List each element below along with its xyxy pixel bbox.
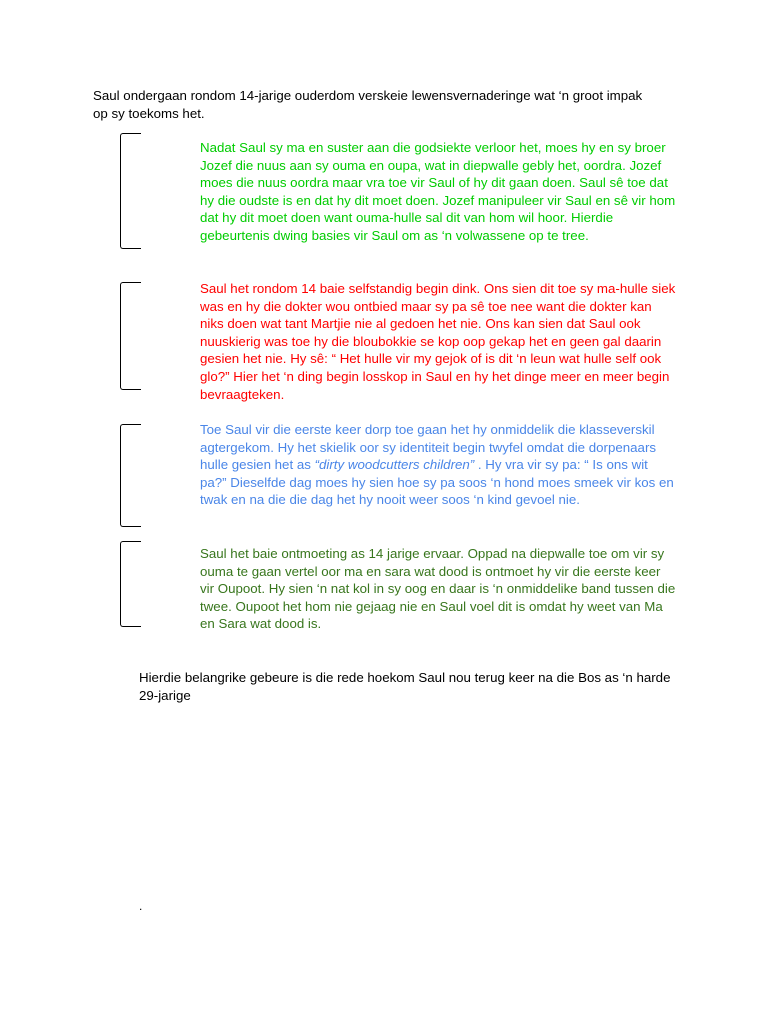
event-paragraph-3-text-after: . Hy vra vir sy pa: “ Is ons wit pa?” Dieselfde dag moes hy sien hoe sy pa soos ‘n hond moes smeek vir kos en twak en na die die dag het hy nooit weer soos ‘n kind gevoel nie. [200, 457, 674, 508]
intro-paragraph: Saul ondergaan rondom 14-jarige ouderdom verskeie lewensvernaderinge wat ‘n groot impak op sy toekoms het. [93, 88, 643, 121]
conclusion-paragraph: Hierdie belangrike gebeure is die rede hoekom Saul nou terug keer na die Bos as ‘n harde 29-jarige [139, 670, 671, 703]
bracket-1 [120, 133, 141, 249]
event-paragraph-3-quote: “dirty woodcutters children” [314, 457, 475, 473]
event-paragraph-3 [200, 421, 678, 509]
bracket-2 [120, 282, 141, 390]
event-paragraph-2: Saul het rondom 14 baie selfstandig begin dink. Ons sien dit toe sy ma-hulle siek was en hy die dokter wou ontbied maar sy pa sê toe nee want die dokter kan niks doen wat tant Martjie nie al gedoen het nie. Ons kan sien dat Saul ook nuuskierig was toe hy die bloubokkie se kop oop gekap het en geen gal daarin gesien het nie. Hy sê: “ Het hulle vir my gejok of is dit ‘n leun wat hulle self ook glo?” Hier het ‘n ding begin losskop in Saul en hy het dinge meer en meer begin bevraagteken. [200, 281, 676, 402]
event-paragraph-4: Saul het baie ontmoeting as 14 jarige ervaar. Oppad na diepwalle toe om vir sy ouma te gaan vertel oor ma en sara wat dood is ontmoet hy vir die eerste keer vir Oupoot. Hy sien ‘n nat kol in sy oog en daar is ‘n onmiddelike band tussen die twee. Oupoot het hom nie gejaag nie en Saul voel dit is omdat hy weet van Ma en Sara wat dood is. [200, 546, 676, 632]
event-paragraph-1: Nadat Saul sy ma en suster aan die godsiekte verloor het, moes hy en sy broer Jozef die nuus aan sy ouma en oupa, wat in diepwalle gebly het, oordra. Jozef moes die nuus oordra maar vra toe vir Saul of hy dit gaan doen. Saul sê toe dat hy die oudste is en dat hy dit moet doen. Jozef manipuleer vir Saul en sê vir hom dat hy dit moet doen want ouma-hulle sal dit van hom wil hoor. Hierdie gebeurtenis dwing basies vir Saul om as ‘n volwassene op te tree. [200, 140, 676, 243]
bracket-3 [120, 424, 141, 527]
event-paragraph-3-text-before: Toe Saul vir die eerste keer dorp toe gaan het hy onmiddelik die klasseverskil agtergekom. Hy het skielik oor sy identiteit begin twyfel omdat die dorpenaars hulle gesien het as [200, 422, 657, 473]
bracket-4 [120, 541, 141, 627]
trailing-mark: . [139, 899, 143, 913]
